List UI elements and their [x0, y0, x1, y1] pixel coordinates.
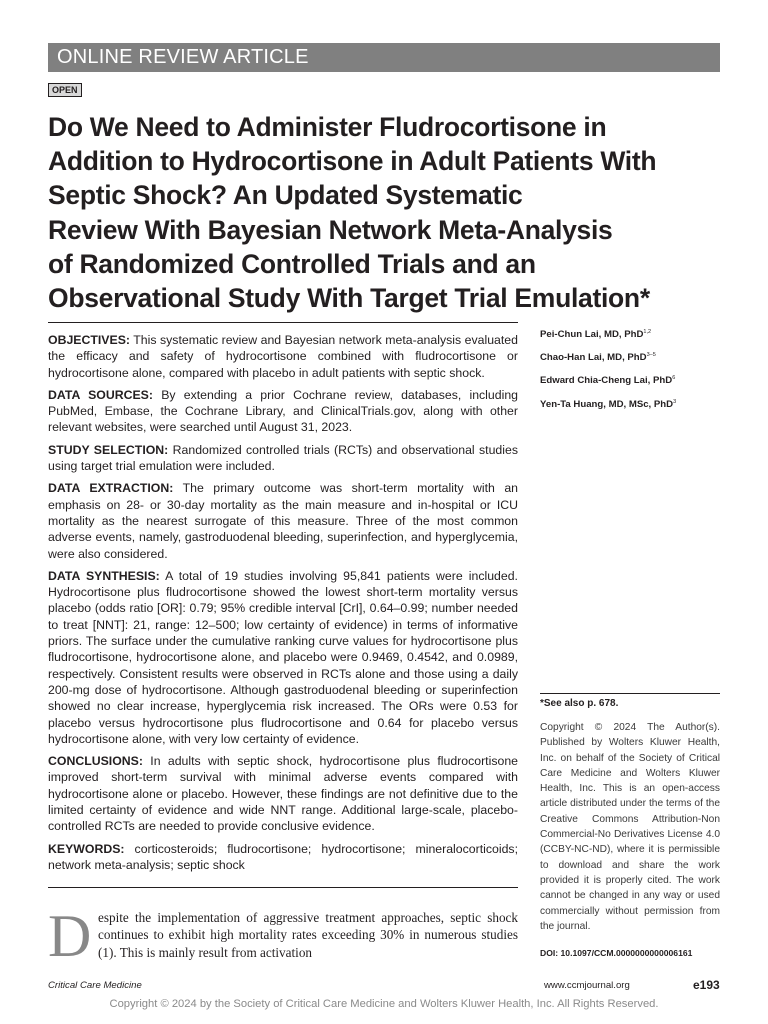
author-name: Chao-Han Lai, MD, PhD: [540, 352, 647, 364]
doi-link[interactable]: DOI: 10.1097/CCM.0000000000006161: [540, 948, 693, 958]
section-text: By extending a prior Cochrane review, databases, including PubMed, Embase, the Cochrane Library, and ClinicalTrials.gov, along with other relevant websites, were searched until August 31, 2023.: [48, 387, 518, 435]
author-affiliation: 3–5: [646, 352, 656, 359]
drop-cap: D: [48, 903, 92, 969]
abstract-conclusions: [48, 753, 518, 834]
article-title: [48, 110, 728, 315]
abstract: [48, 332, 518, 879]
abstract-bottom-divider: [48, 887, 518, 888]
section-text: corticosteroids; fludrocortisone; hydrocortisone; mineralocorticoids; network meta-analysis; septic shock: [48, 841, 518, 872]
section-label: DATA SYNTHESIS:: [48, 568, 160, 583]
footer-copyright: Copyright © 2024 by the Society of Critical Care Medicine and Wolters Kluwer Health, Inc. All Rights Reserved.: [109, 998, 659, 1010]
author-name: Pei-Chun Lai, MD, PhD: [540, 329, 644, 341]
title-line: Septic Shock? An Updated Systematic: [48, 180, 523, 211]
title-line: Do We Need to Administer Fludrocortisone in: [48, 112, 607, 142]
author-affiliation: 6: [672, 375, 676, 382]
section-label: DATA SOURCES:: [48, 387, 153, 402]
journal-url[interactable]: www.ccmjournal.org: [544, 980, 630, 991]
title-line: of Randomized Controlled Trials and an: [48, 248, 536, 279]
author-list: [540, 322, 725, 415]
title-line: Review With Bayesian Network Meta-Analysis: [48, 214, 613, 245]
section-text: Randomized controlled trials (RCTs) and observational studies using target trial emulation were included.: [48, 442, 518, 474]
page-number: e193: [693, 978, 720, 992]
abstract-objectives: [48, 332, 518, 381]
journal-name: Critical Care Medicine: [48, 980, 142, 991]
author-item: [540, 345, 725, 368]
article-type-banner: [48, 43, 720, 72]
title-line: Observational Study With Target Trial Emulation*: [48, 283, 650, 314]
author-item: [540, 368, 725, 391]
article-type-label: ONLINE REVIEW ARTICLE: [57, 46, 309, 68]
section-label: STUDY SELECTION:: [48, 442, 169, 457]
author-name: Yen-Ta Huang, MD, MSc, PhD: [540, 398, 674, 410]
title-line: Addition to Hydrocortisone in Adult Patients With: [48, 146, 657, 177]
abstract-study-selection: [48, 442, 518, 475]
section-text: In adults with septic shock, hydrocortisone plus fludrocortisone improved short-term survival with minimal adverse events compared with hydrocortisone alone or placebo. However, these findings are not definitive due to the limited certainty of evidence and wide NNT range. Additional large-scale, placebo-controlled RCTs are needed to provide conclusive evidence.: [48, 754, 518, 834]
author-affiliation: 1,2: [643, 329, 652, 335]
body-intro-text: espite the implementation of aggressive treatment approaches, septic shock continues to exhibit high mortality rates exceeding 30% in numerous studies (1). This is mainly result from activation: [98, 910, 518, 960]
sidebar-divider: [540, 693, 720, 694]
section-label: DATA EXTRACTION:: [48, 481, 174, 496]
abstract-data-synthesis: [48, 568, 518, 747]
author-item: [540, 322, 725, 345]
abstract-data-extraction: [48, 480, 518, 561]
section-text: A total of 19 studies involving 95,841 patients were included. Hydrocortisone plus fludrocortisone showed the lowest short-term mortality versus placebo (odds ratio [OR]: 0.79; 95% credible interval [CrI], 0.64–0.99; number needed to treat [NNT]: 21, range: 12–500; low certainty of evidence) in terms of informative priors. The surface under the cumulative ranking curve values for hydrocortisone plus fludrocortisone, hydrocortisone alone, and placebo were 0.9469, 0.4542, and 0.0989, respectively. Consistent results were observed in RCTs alone and those using a daily 200-mg dose of hydrocortisone. Although gastroduodenal bleeding or superinfection showed no clear increase, hyperglycemia risk increased. The ORs were 0.53 for placebo versus hydrocortisone plus fludrocortisone and 0.64 for placebo versus hydrocortisone alone, with very low certainty of evidence.: [48, 568, 518, 746]
section-text: This systematic review and Bayesian network meta-analysis evaluated the efficacy and safety of hydrocortisone combined with fludrocortisone or hydrocortisone alone, compared with placebo in adult patients with septic shock.: [48, 333, 518, 380]
license-notice: Copyright © 2024 The Author(s). Published by Wolters Kluwer Health, Inc. on behalf of the Society of Critical Care Medicine and Wolters Kluwer Health, Inc. This is an open-access article distributed under the terms of the Creative Commons Attribution-Non Commercial-No Derivatives License 4.0 (CCBY-NC-ND), where it is permissible to download and share the work provided it is properly cited. The work cannot be changed in any way or used commercially without permission from the journal.: [540, 722, 720, 932]
section-label: CONCLUSIONS:: [48, 754, 143, 769]
section-label: OBJECTIVES:: [48, 333, 130, 347]
section-label: KEYWORDS:: [48, 841, 125, 856]
open-access-badge: OPEN: [48, 83, 82, 97]
section-text: The primary outcome was short-term mortality with an emphasis on 28- or 30-day mortality as the main measure and in-hospital or ICU mortality as the nearest surrogate of this measure. Three of the most common adverse events, namely, gastroduodenal bleeding, superinfection, and hyperglycemia, were also considered.: [48, 481, 518, 561]
abstract-top-divider: [48, 322, 518, 323]
author-affiliation: 3: [673, 398, 677, 405]
abstract-keywords: [48, 841, 518, 874]
see-also-note: *See also p. 678.: [540, 698, 619, 709]
author-name: Edward Chia-Cheng Lai, PhD: [540, 375, 673, 387]
abstract-data-sources: [48, 387, 518, 436]
author-item: [540, 392, 725, 415]
